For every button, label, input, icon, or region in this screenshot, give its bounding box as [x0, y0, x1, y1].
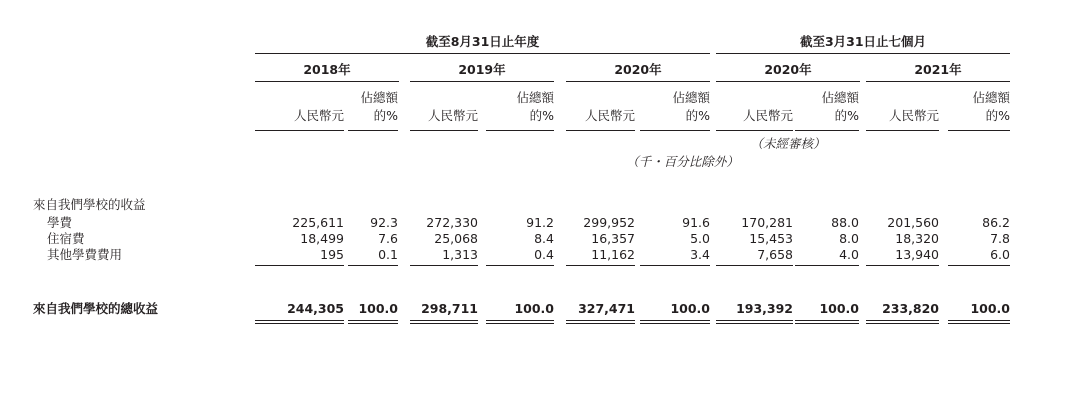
col-header-pct-line1: 佔總額 — [516, 90, 554, 105]
col-header-pct-line2: 的% — [985, 108, 1010, 123]
table-cell: 6.0 — [990, 247, 1010, 262]
col-header-rule — [866, 130, 939, 131]
total-double-rule — [866, 323, 939, 324]
subtotal-rule — [948, 265, 1010, 266]
year-header-2020-seven-months: 2020年 — [764, 62, 812, 77]
group-header-rule — [255, 53, 710, 54]
col-header-pct-line1: 佔總額 — [360, 90, 398, 105]
year-header-2021: 2021年 — [914, 62, 962, 77]
total-cell: 100.0 — [819, 301, 859, 316]
table-cell: 195 — [320, 247, 344, 262]
col-header-rule — [795, 130, 859, 131]
subtotal-rule — [486, 265, 554, 266]
subtotal-rule — [566, 265, 635, 266]
group-header-fiscal-year: 截至8月31日止年度 — [425, 34, 540, 49]
table-cell: 91.2 — [526, 215, 554, 230]
table-cell: 11,162 — [591, 247, 635, 262]
table-cell: 13,940 — [895, 247, 939, 262]
table-cell: 8.0 — [839, 231, 859, 246]
table-cell: 7,658 — [757, 247, 793, 262]
total-double-rule — [866, 320, 939, 321]
table-cell: 88.0 — [831, 215, 859, 230]
table-cell: 1,313 — [442, 247, 478, 262]
total-cell: 298,711 — [421, 301, 478, 316]
total-double-rule — [795, 320, 859, 321]
table-cell: 25,068 — [434, 231, 478, 246]
col-header-rule — [410, 130, 478, 131]
table-cell: 18,499 — [300, 231, 344, 246]
total-cell: 193,392 — [736, 301, 793, 316]
subtotal-rule — [348, 265, 398, 266]
total-double-rule — [948, 323, 1010, 324]
subtotal-rule — [410, 265, 478, 266]
table-cell: 299,952 — [583, 215, 635, 230]
total-double-rule — [486, 323, 554, 324]
total-cell: 100.0 — [358, 301, 398, 316]
table-cell: 201,560 — [887, 215, 939, 230]
table-cell: 170,281 — [741, 215, 793, 230]
col-header-pct-line2: 的% — [834, 108, 859, 123]
table-cell: 7.6 — [378, 231, 398, 246]
total-double-rule — [716, 323, 793, 324]
subtotal-rule — [640, 265, 710, 266]
total-double-rule — [410, 323, 478, 324]
total-double-rule — [348, 323, 398, 324]
col-header-rule — [255, 130, 344, 131]
table-cell: 4.0 — [839, 247, 859, 262]
total-double-rule — [795, 323, 859, 324]
year-header-2019: 2019年 — [458, 62, 506, 77]
subtotal-rule — [716, 265, 793, 266]
total-cell: 327,471 — [578, 301, 635, 316]
table-cell: 3.4 — [690, 247, 710, 262]
total-double-rule — [566, 320, 635, 321]
col-header-rule — [566, 130, 635, 131]
year-header-2020: 2020年 — [614, 62, 662, 77]
table-cell: 18,320 — [895, 231, 939, 246]
unaudited-note: （未經審核） — [750, 136, 826, 151]
table-cell: 91.6 — [682, 215, 710, 230]
total-cell: 100.0 — [970, 301, 1010, 316]
total-double-rule — [255, 323, 344, 324]
total-cell: 233,820 — [882, 301, 939, 316]
col-header-pct-line2: 的% — [529, 108, 554, 123]
group-header-seven-months: 截至3月31日止七個月 — [799, 34, 927, 49]
col-header-rule — [640, 130, 710, 131]
year-header-rule — [255, 81, 399, 82]
year-header-rule — [716, 81, 860, 82]
table-cell: 92.3 — [370, 215, 398, 230]
table-cell: 7.8 — [990, 231, 1010, 246]
total-cell: 244,305 — [287, 301, 344, 316]
col-header-rmb: 人民幣元 — [427, 108, 478, 123]
col-header-pct-line1: 佔總額 — [972, 90, 1010, 105]
table-cell: 86.2 — [982, 215, 1010, 230]
total-row-label: 來自我們學校的總收益 — [33, 301, 159, 316]
table-cell: 16,357 — [591, 231, 635, 246]
col-header-rule — [348, 130, 398, 131]
total-double-rule — [348, 320, 398, 321]
col-header-rmb: 人民幣元 — [742, 108, 793, 123]
col-header-pct-line1: 佔總額 — [821, 90, 859, 105]
subtotal-rule — [866, 265, 939, 266]
row-label-boarding: 住宿費 — [47, 231, 85, 246]
table-cell: 272,330 — [426, 215, 478, 230]
col-header-rmb: 人民幣元 — [293, 108, 344, 123]
total-double-rule — [640, 323, 710, 324]
total-double-rule — [486, 320, 554, 321]
col-header-pct-line2: 的% — [685, 108, 710, 123]
group-header-rule — [716, 53, 1010, 54]
subtotal-rule — [255, 265, 344, 266]
col-header-rule — [948, 130, 1010, 131]
table-cell: 5.0 — [690, 231, 710, 246]
total-double-rule — [640, 320, 710, 321]
col-header-rmb: 人民幣元 — [888, 108, 939, 123]
row-label-other-fees: 其他學費費用 — [47, 247, 123, 262]
unit-note: （千・百分比除外） — [626, 154, 739, 169]
year-header-rule — [566, 81, 710, 82]
total-double-rule — [948, 320, 1010, 321]
table-cell: 15,453 — [749, 231, 793, 246]
col-header-rule — [486, 130, 554, 131]
total-cell: 100.0 — [670, 301, 710, 316]
table-cell: 225,611 — [292, 215, 344, 230]
section-title: 來自我們學校的收益 — [33, 197, 146, 212]
subtotal-rule — [795, 265, 859, 266]
row-label-tuition: 學費 — [47, 215, 73, 230]
total-double-rule — [410, 320, 478, 321]
total-double-rule — [255, 320, 344, 321]
col-header-pct-line1: 佔總額 — [672, 90, 710, 105]
year-header-2018: 2018年 — [303, 62, 351, 77]
total-double-rule — [566, 323, 635, 324]
total-double-rule — [716, 320, 793, 321]
table-cell: 0.1 — [378, 247, 398, 262]
col-header-rmb: 人民幣元 — [584, 108, 635, 123]
table-cell: 8.4 — [534, 231, 554, 246]
table-cell: 0.4 — [534, 247, 554, 262]
col-header-pct-line2: 的% — [373, 108, 398, 123]
total-cell: 100.0 — [514, 301, 554, 316]
year-header-rule — [410, 81, 554, 82]
col-header-rule — [716, 130, 793, 131]
year-header-rule — [866, 81, 1010, 82]
